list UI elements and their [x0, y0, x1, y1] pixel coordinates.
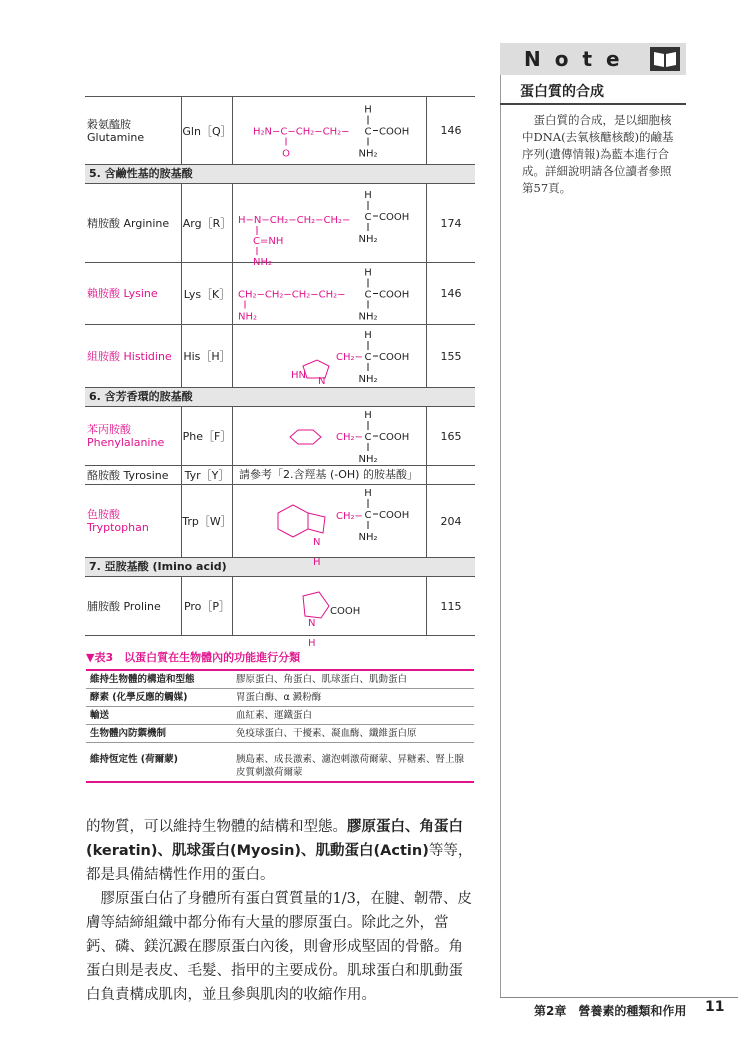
- amino-acid-table: [85, 96, 475, 649]
- paragraph-2: 膠原蛋白佔了身體所有蛋白質質量的1/3，在腱、韌帶、皮膚等結締組織中都分佈有大量的膠原蛋白。除此之外，當鈣、磷、鎂沉澱在膠原蛋白內後，則會形成堅固的骨骼。角蛋白則是表皮、毛髮、指甲的主要成份。肌球蛋白和肌動蛋白負責構成肌肉，並且參與肌肉的收縮作用。: [86, 891, 472, 1003]
- section-header: 5. 含鹼性基的胺基酸: [85, 165, 475, 184]
- formula-text: N: [313, 537, 321, 548]
- formula-text: COOH: [379, 432, 410, 443]
- formula-text: H: [364, 267, 372, 279]
- function-row: [86, 671, 474, 689]
- formula-text: H₂N−C−CH₂−CH₂−: [253, 126, 350, 138]
- page-number: 11: [705, 999, 725, 1015]
- structure-formula: [233, 407, 426, 465]
- formula-text: C: [364, 432, 372, 443]
- function-row: [86, 725, 474, 743]
- formula-text: H: [364, 410, 372, 421]
- name-zh: 酪胺酸 Tyrosine: [87, 468, 169, 482]
- section-header: 6. 含芳香環的胺基酸: [85, 388, 475, 407]
- table3-title: ▼表3 以蛋白質在生物體內的功能進行分類: [86, 651, 301, 664]
- formula-text: C: [364, 289, 372, 301]
- reference-note: 請參考「2.含羥基 (-OH) 的胺基酸」: [239, 468, 418, 481]
- note-header: [500, 43, 686, 75]
- formula-text: CH₂−: [336, 511, 363, 522]
- formula-text: COOH: [379, 289, 410, 301]
- amino-acid-row: [85, 184, 475, 268]
- amino-acid-row: [85, 407, 475, 466]
- amino-acid-row: [85, 577, 475, 649]
- structure-cell: [233, 407, 427, 465]
- amino-acid-row: [85, 97, 475, 165]
- note-divider: [500, 43, 501, 998]
- amino-acid-name: [85, 97, 182, 164]
- abbreviation: Gln［Q］: [182, 97, 233, 164]
- note-title-rule: [500, 103, 686, 105]
- formula-text: H: [308, 638, 316, 649]
- structure-cell: [233, 577, 427, 649]
- name-en: Glutamine: [87, 130, 145, 144]
- formula-text: H: [364, 330, 372, 341]
- formula-text: C: [364, 352, 372, 363]
- abbreviation: Trp［W］: [182, 485, 233, 557]
- abbreviation: Arg［R］: [182, 184, 233, 262]
- paragraph-1: 的物質，可以維持生物體的結構和型態。膠原蛋白、角蛋白(keratin)、肌球蛋白(Myosin)、肌動蛋白(Actin)等等，都是具備結構性作用的蛋白。: [86, 819, 473, 883]
- structure-formula: [233, 577, 426, 649]
- open-book-icon: [650, 47, 680, 71]
- formula-text: H: [364, 488, 372, 499]
- name-zh: 色胺酸: [87, 508, 120, 521]
- function-category: 酵素 (化學反應的觸媒): [90, 692, 188, 703]
- abbreviation: Pro［P］: [182, 577, 233, 635]
- name-zh: 穀氨醯胺: [87, 117, 131, 131]
- note-text: 蛋白質的合成，是以細胞核中DNA(去氧核醣核酸)的鹼基序列(遺傳情報)為藍本進行合成。詳細說明請各位讀者參照第57頁。: [522, 113, 674, 195]
- formula-text: NH₂: [238, 311, 258, 323]
- function-proteins: 胃蛋白酶、α 澱粉酶: [236, 692, 322, 703]
- abbreviation: Tyr［Y］: [182, 466, 233, 484]
- structure-cell: [233, 325, 427, 387]
- formula-text: NH₂: [358, 234, 378, 245]
- formula-text: CH₂−CH₂−CH₂−CH₂−: [238, 289, 346, 301]
- abbreviation: Lys［K］: [182, 263, 233, 324]
- formula-text: NH₂: [358, 532, 378, 543]
- formula-text: H: [313, 557, 321, 568]
- function-row: [86, 689, 474, 707]
- structure-cell: [233, 97, 427, 164]
- name-zh: 組胺酸 Histidine: [87, 349, 172, 363]
- formula-text: H: [364, 104, 372, 116]
- chapter-footer: 第2章 營養素的種類和作用: [534, 1004, 687, 1018]
- function-category: 生物體內防禦機制: [90, 728, 167, 739]
- amino-acid-name: [85, 263, 182, 324]
- function-category: 維持生物體的構造和型態: [90, 674, 195, 685]
- formula-text: COOH: [379, 510, 410, 521]
- amino-acid-row: [85, 325, 475, 388]
- amino-acid-name: [85, 325, 182, 387]
- amino-acid-name: [85, 485, 182, 557]
- formula-text: NH₂: [253, 257, 273, 268]
- footer-rule: [500, 997, 738, 998]
- section-header: 7. 亞胺基酸 (Imino acid): [85, 558, 475, 577]
- molecular-weight: 165: [440, 429, 462, 443]
- structure-cell: [233, 485, 427, 568]
- formula-text: NH₂: [358, 374, 378, 385]
- formula-text: COOH: [379, 126, 410, 138]
- amino-acid-name: [85, 184, 182, 262]
- function-row: [86, 751, 474, 781]
- function-category: 輸送: [90, 710, 110, 721]
- function-proteins: 血紅素、運鐵蛋白: [236, 710, 313, 721]
- function-proteins: 膠原蛋白、角蛋白、肌球蛋白、肌動蛋白: [236, 674, 408, 685]
- structure-formula: [233, 485, 426, 568]
- name-zh: 精胺酸 Arginine: [87, 216, 170, 230]
- formula-text: O: [282, 148, 290, 160]
- molecular-weight: 115: [440, 599, 462, 613]
- function-proteins: 胰島素、成長激素、濾泡刺激荷爾蒙、昇糖素、腎上腺皮質刺激荷爾蒙: [236, 754, 465, 778]
- amino-acid-row: [85, 263, 475, 325]
- amino-acid-row: [85, 466, 475, 485]
- formula-text: H−N−CH₂−CH₂−CH₂−: [238, 215, 351, 226]
- amino-acid-name: [85, 466, 182, 484]
- molecular-weight: 155: [440, 349, 462, 363]
- function-row: [86, 707, 474, 725]
- abbreviation: Phe［F］: [182, 407, 233, 465]
- formula-text: NH₂: [358, 148, 378, 160]
- note-title: 蛋白質的合成: [520, 84, 604, 100]
- formula-text: N: [308, 618, 316, 629]
- molecular-weight: 204: [440, 514, 462, 528]
- formula-text: C: [364, 212, 372, 223]
- function-table: [86, 669, 474, 783]
- formula-text: CH₂−: [336, 352, 363, 363]
- formula-text: NH₂: [358, 454, 378, 465]
- amino-acid-name: [85, 407, 182, 465]
- function-proteins: 免疫球蛋白、干擾素、凝血酶、纖維蛋白原: [236, 728, 417, 739]
- structure-formula: [233, 325, 426, 387]
- name-zh: 賴胺酸 Lysine: [87, 287, 158, 300]
- structure-formula: [233, 184, 426, 268]
- formula-text: CH₂−: [336, 432, 363, 443]
- formula-text: NH₂: [358, 311, 378, 323]
- name-zh: 苯丙胺酸: [87, 423, 131, 436]
- formula-text: C: [364, 126, 372, 138]
- abbreviation: His［H］: [182, 325, 233, 387]
- molecular-weight: [427, 466, 475, 484]
- formula-text: C: [364, 510, 372, 521]
- formula-text: COOH: [379, 212, 410, 223]
- structure-formula: [233, 263, 426, 324]
- formula-text: COOH: [330, 606, 361, 617]
- name-zh: 脯胺酸 Proline: [87, 599, 161, 613]
- name-en: Tryptophan: [87, 521, 149, 534]
- molecular-weight: 174: [440, 216, 462, 230]
- formula-text: N: [318, 376, 326, 387]
- structure-formula: [233, 97, 426, 164]
- amino-acid-name: [85, 577, 182, 635]
- formula-text: COOH: [379, 352, 410, 363]
- body-text: [86, 815, 476, 1007]
- formula-text: C=NH: [253, 236, 284, 247]
- formula-text: HN: [291, 370, 306, 381]
- molecular-weight: 146: [440, 124, 462, 137]
- formula-text: H: [364, 190, 372, 201]
- function-category: 維持恆定性 (荷爾蒙): [90, 754, 178, 765]
- structure-cell: [233, 184, 427, 268]
- structure-cell: [233, 466, 427, 484]
- molecular-weight: 146: [440, 287, 462, 300]
- name-en: Phenylalanine: [87, 436, 165, 449]
- structure-cell: [233, 263, 427, 324]
- note-label: Note: [524, 47, 634, 71]
